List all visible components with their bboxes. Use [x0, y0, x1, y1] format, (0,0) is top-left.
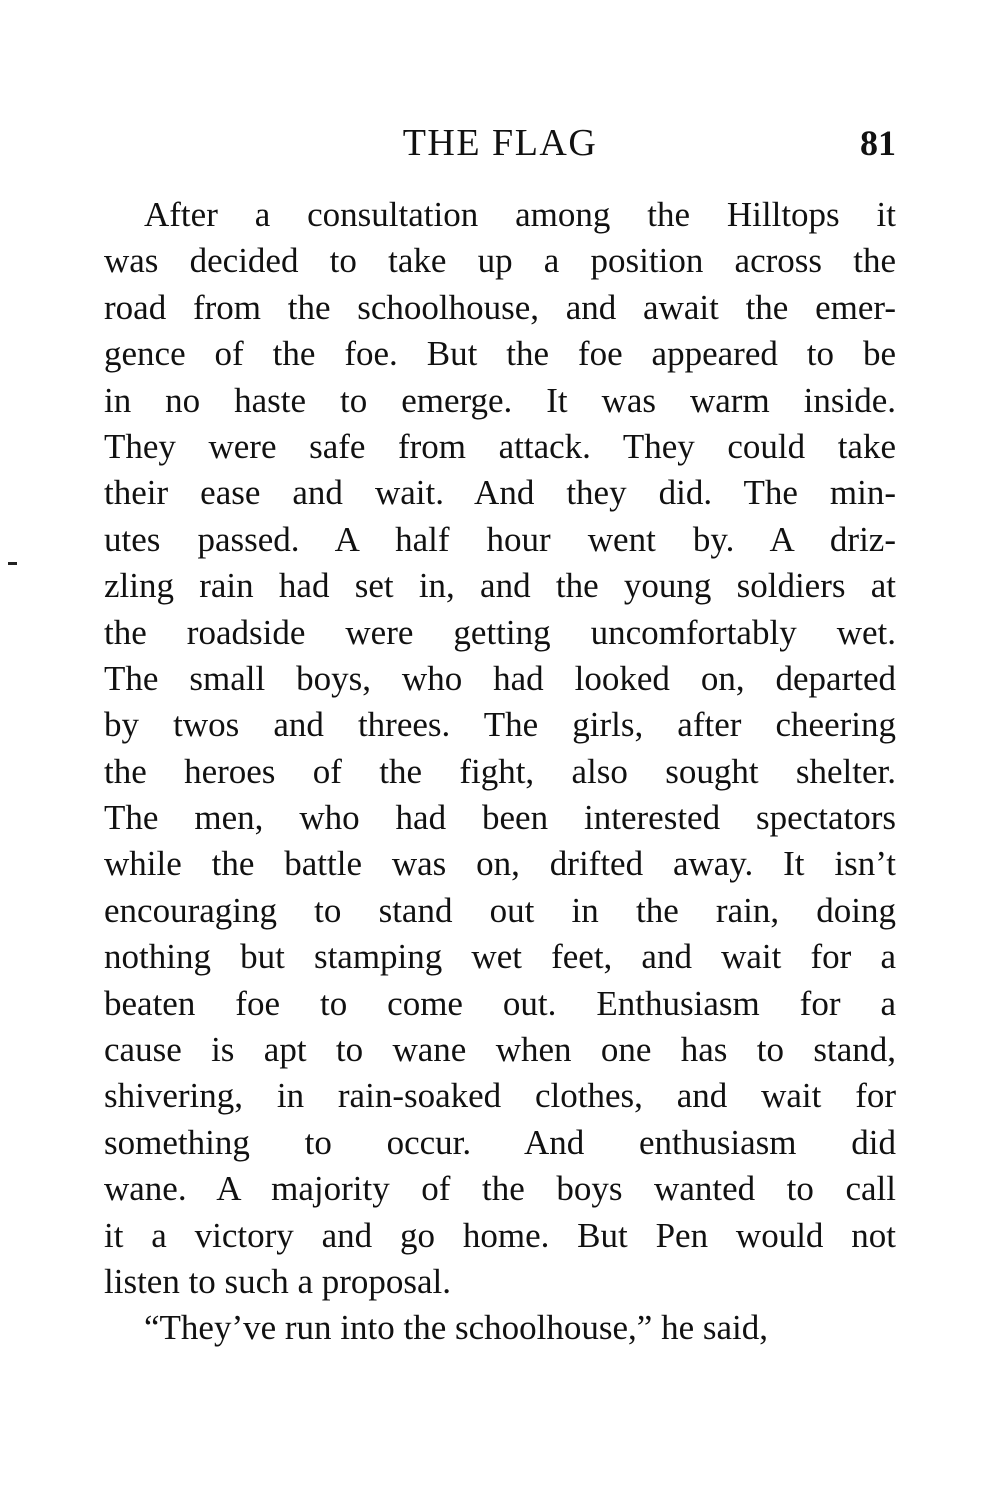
margin-mark	[8, 562, 17, 565]
running-title: THE FLAG	[402, 122, 598, 164]
text-line: The small boys, who had looked on, departed	[104, 658, 896, 698]
text-line: their ease and wait. And they did. The min-	[104, 473, 896, 513]
text-line: encouraging to stand out in the rain, doing	[104, 890, 896, 930]
text-line: shivering, in rain-soaked clothes, and wait for	[104, 1076, 896, 1116]
text-line: it a victory and go home. But Pen would not	[104, 1215, 896, 1255]
text-line: The men, who had been interested spectators	[104, 798, 896, 838]
page-number: 81	[860, 123, 896, 163]
text-line: gence of the foe. But the foe appeared to be	[104, 334, 896, 374]
paragraph-1	[104, 192, 896, 1305]
text-line: nothing but stamping wet feet, and wait for a	[104, 937, 896, 977]
text-line: the roadside were getting uncomfortably wet.	[104, 612, 896, 652]
text-line: listen to such a proposal.	[104, 1261, 452, 1301]
text-line: After a consultation among the Hilltops it	[144, 195, 896, 234]
body-text	[104, 192, 896, 1352]
text-line: utes passed. A half hour went by. A driz-	[104, 519, 896, 559]
text-line: cause is apt to wane when one has to stand,	[104, 1030, 896, 1070]
text-line: zling rain had set in, and the young soldiers at	[104, 566, 896, 606]
running-head	[104, 118, 896, 168]
text-line: was decided to take up a position across the	[104, 241, 896, 281]
text-line: beaten foe to come out. Enthusiasm for a	[104, 983, 896, 1023]
text-line: in no haste to emerge. It was warm inside.	[104, 380, 896, 420]
text-line: wane. A majority of the boys wanted to call	[104, 1169, 896, 1209]
paragraph-2	[104, 1305, 896, 1351]
text-line: They were safe from attack. They could take	[104, 426, 896, 466]
text-line: while the battle was on, drifted away. It isn’t	[104, 844, 896, 884]
text-line: road from the schoolhouse, and await the emer-	[104, 287, 896, 327]
text-line: something to occur. And enthusiasm did	[104, 1122, 896, 1162]
text-line: the heroes of the fight, also sought shelter.	[104, 751, 896, 791]
text-line: by twos and threes. The girls, after cheering	[104, 705, 896, 745]
text-line: “They’ve run into the schoolhouse,” he said,	[144, 1308, 768, 1348]
